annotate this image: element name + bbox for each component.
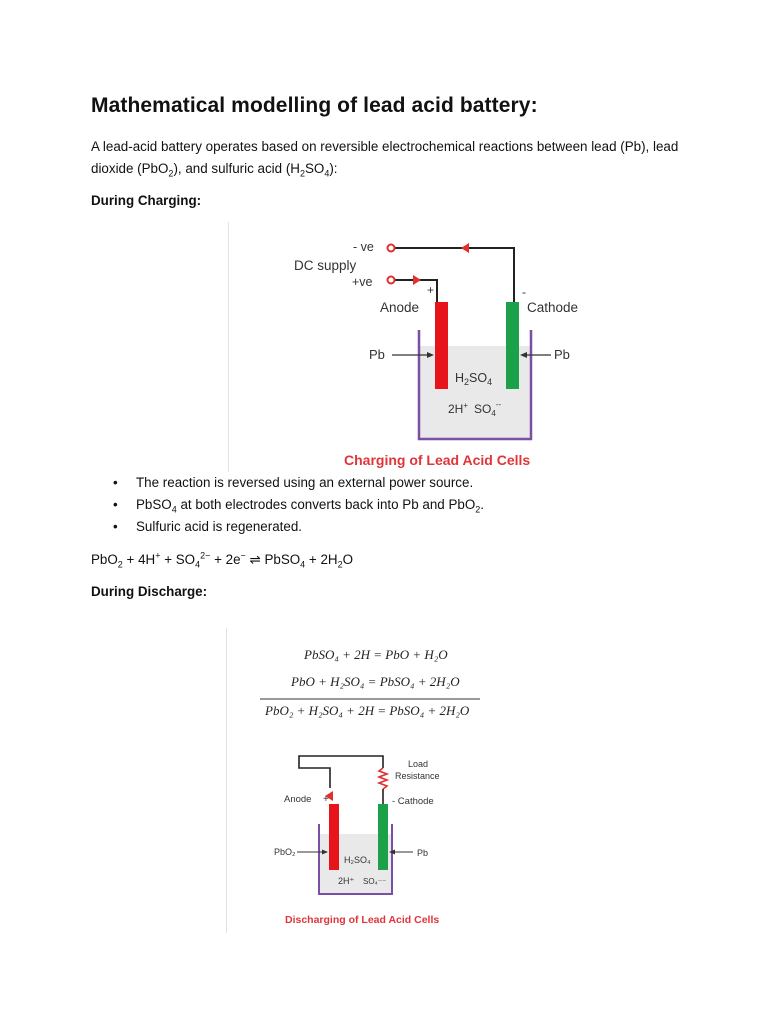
reaction-2: PbO + H₂SO₄ = PbSO₄ + 2H₂O bbox=[291, 674, 460, 689]
cathode-label: - Cathode bbox=[392, 796, 434, 807]
resistance-label: Resistance bbox=[395, 771, 440, 781]
pb-right-label: Pb bbox=[554, 347, 570, 362]
list-item: • The reaction is reversed using an external power source. bbox=[91, 472, 484, 494]
discharging-diagram bbox=[226, 628, 507, 933]
resistor-icon bbox=[379, 768, 387, 789]
list-item: • PbSO$_4$ at both electrodes converts back into Pb and PbO$_2$. bbox=[91, 494, 484, 516]
current-arrow-icon bbox=[413, 275, 421, 285]
anode-electrode bbox=[435, 302, 448, 389]
acid-label: $H_2SO_4$ bbox=[455, 371, 493, 387]
negative-terminal-icon bbox=[388, 245, 395, 252]
reaction-3: PbO₂ + H₂SO₄ + 2H = PbSO₄ + 2H₂O bbox=[265, 703, 470, 718]
cathode-electrode bbox=[506, 302, 519, 389]
external-wire bbox=[299, 756, 383, 788]
plus-sign: + bbox=[427, 283, 435, 297]
cathode-label: Cathode bbox=[527, 300, 579, 315]
positive-terminal-icon bbox=[388, 277, 395, 284]
charging-equation: $PbO_2 + 4H^+ + SO_4^{2-} + 2e^-$ ⇌ PbSO$_4$ + $2H_2O$ bbox=[91, 550, 354, 570]
discharge-heading: During Discharge: bbox=[91, 584, 208, 599]
ions-label: 2H+ $SO_4^{--}$ bbox=[448, 400, 502, 418]
intro-paragraph: A lead-acid battery operates based on reversible electrochemical reactions between lead (Pb), lead dioxide (PbO$_2$), and sulfuric acid $(H_2SO_4)$: bbox=[91, 139, 679, 179]
anode-electrode bbox=[329, 804, 339, 870]
cathode-electrode bbox=[378, 804, 388, 870]
negative-wire bbox=[394, 248, 514, 302]
reaction-1: PbSO₄ + 2H = PbO + H₂O bbox=[304, 647, 448, 662]
ions-label: 2H⁺ bbox=[338, 876, 355, 886]
charging-diagram bbox=[228, 222, 599, 472]
list-item: • Sulfuric acid is regenerated. bbox=[91, 516, 484, 538]
pbo2-label: PbO₂ bbox=[274, 847, 296, 857]
charging-heading: During Charging: bbox=[91, 193, 202, 208]
load-label: Load bbox=[408, 759, 429, 769]
dc-supply-label: DC supply bbox=[294, 258, 357, 273]
bullet-list bbox=[91, 472, 484, 538]
charging-caption: Charging of Lead Acid Cells bbox=[344, 452, 531, 468]
minus-sign: - bbox=[522, 285, 526, 299]
acid-label: H₂SO₄ bbox=[344, 855, 371, 865]
anode-label: Anode bbox=[380, 300, 420, 315]
neg-terminal-label: - ve bbox=[353, 240, 374, 254]
discharging-caption: Discharging of Lead Acid Cells bbox=[285, 914, 440, 926]
pb-left-label: Pb bbox=[369, 347, 385, 362]
anode-label: Anode bbox=[284, 794, 312, 805]
current-arrow-icon bbox=[461, 243, 469, 253]
sulfate-ion-label: SO₄⁻⁻ bbox=[363, 877, 387, 886]
pos-terminal-label: +ve bbox=[352, 275, 373, 289]
plus-sign: + bbox=[323, 794, 329, 805]
pb-label: Pb bbox=[417, 848, 429, 858]
page-title: Mathematical modelling of lead acid battery: bbox=[91, 94, 538, 117]
